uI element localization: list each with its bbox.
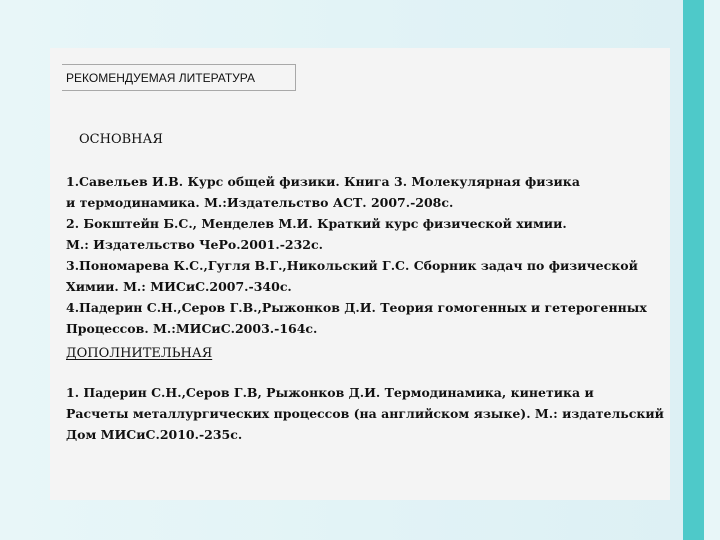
reference-line: 3.Пономарева К.С.,Гугля В.Г.,Никольский Г.С. Сборник задач по физической (66, 258, 638, 273)
slide-title: РЕКОМЕНДУЕМАЯ ЛИТЕРАТУРА (62, 64, 296, 91)
reference-line: 1. Падерин С.Н.,Серов Г.В, Рыжонков Д.И. Термодинамика, кинетика и (66, 385, 594, 400)
reference-line: 1.Савельев И.В. Курс общей физики. Книга 3. Молекулярная физика (66, 174, 580, 189)
reference-line: М.: Издательство ЧеРо.2001.-232с. (66, 237, 323, 252)
main-references (66, 171, 647, 339)
extra-section-title: ДОПОЛНИТЕЛЬНАЯ (66, 346, 213, 361)
right-edge-strip (704, 0, 720, 540)
reference-line: Химии. М.: МИСиС.2007.-340с. (66, 279, 292, 294)
reference-line: Расчеты металлургических процессов (на английском языке). М.: издательский (66, 406, 664, 421)
extra-references (66, 382, 664, 445)
reference-line: и термодинамика. М.:Издательство АСТ. 2007.-208с. (66, 195, 454, 210)
accent-bar (683, 0, 704, 540)
main-section-title: ОСНОВНАЯ (79, 132, 163, 147)
reference-line: 4.Падерин С.Н.,Серов Г.В.,Рыжонков Д.И. Теория гомогенных и гетерогенных (66, 300, 647, 315)
reference-line: 2. Бокштейн Б.С., Менделев М.И. Краткий курс физической химии. (66, 216, 567, 231)
reference-line: Дом МИСиС.2010.-235с. (66, 427, 243, 442)
reference-line: Процессов. М.:МИСиС.2003.-164с. (66, 321, 318, 336)
